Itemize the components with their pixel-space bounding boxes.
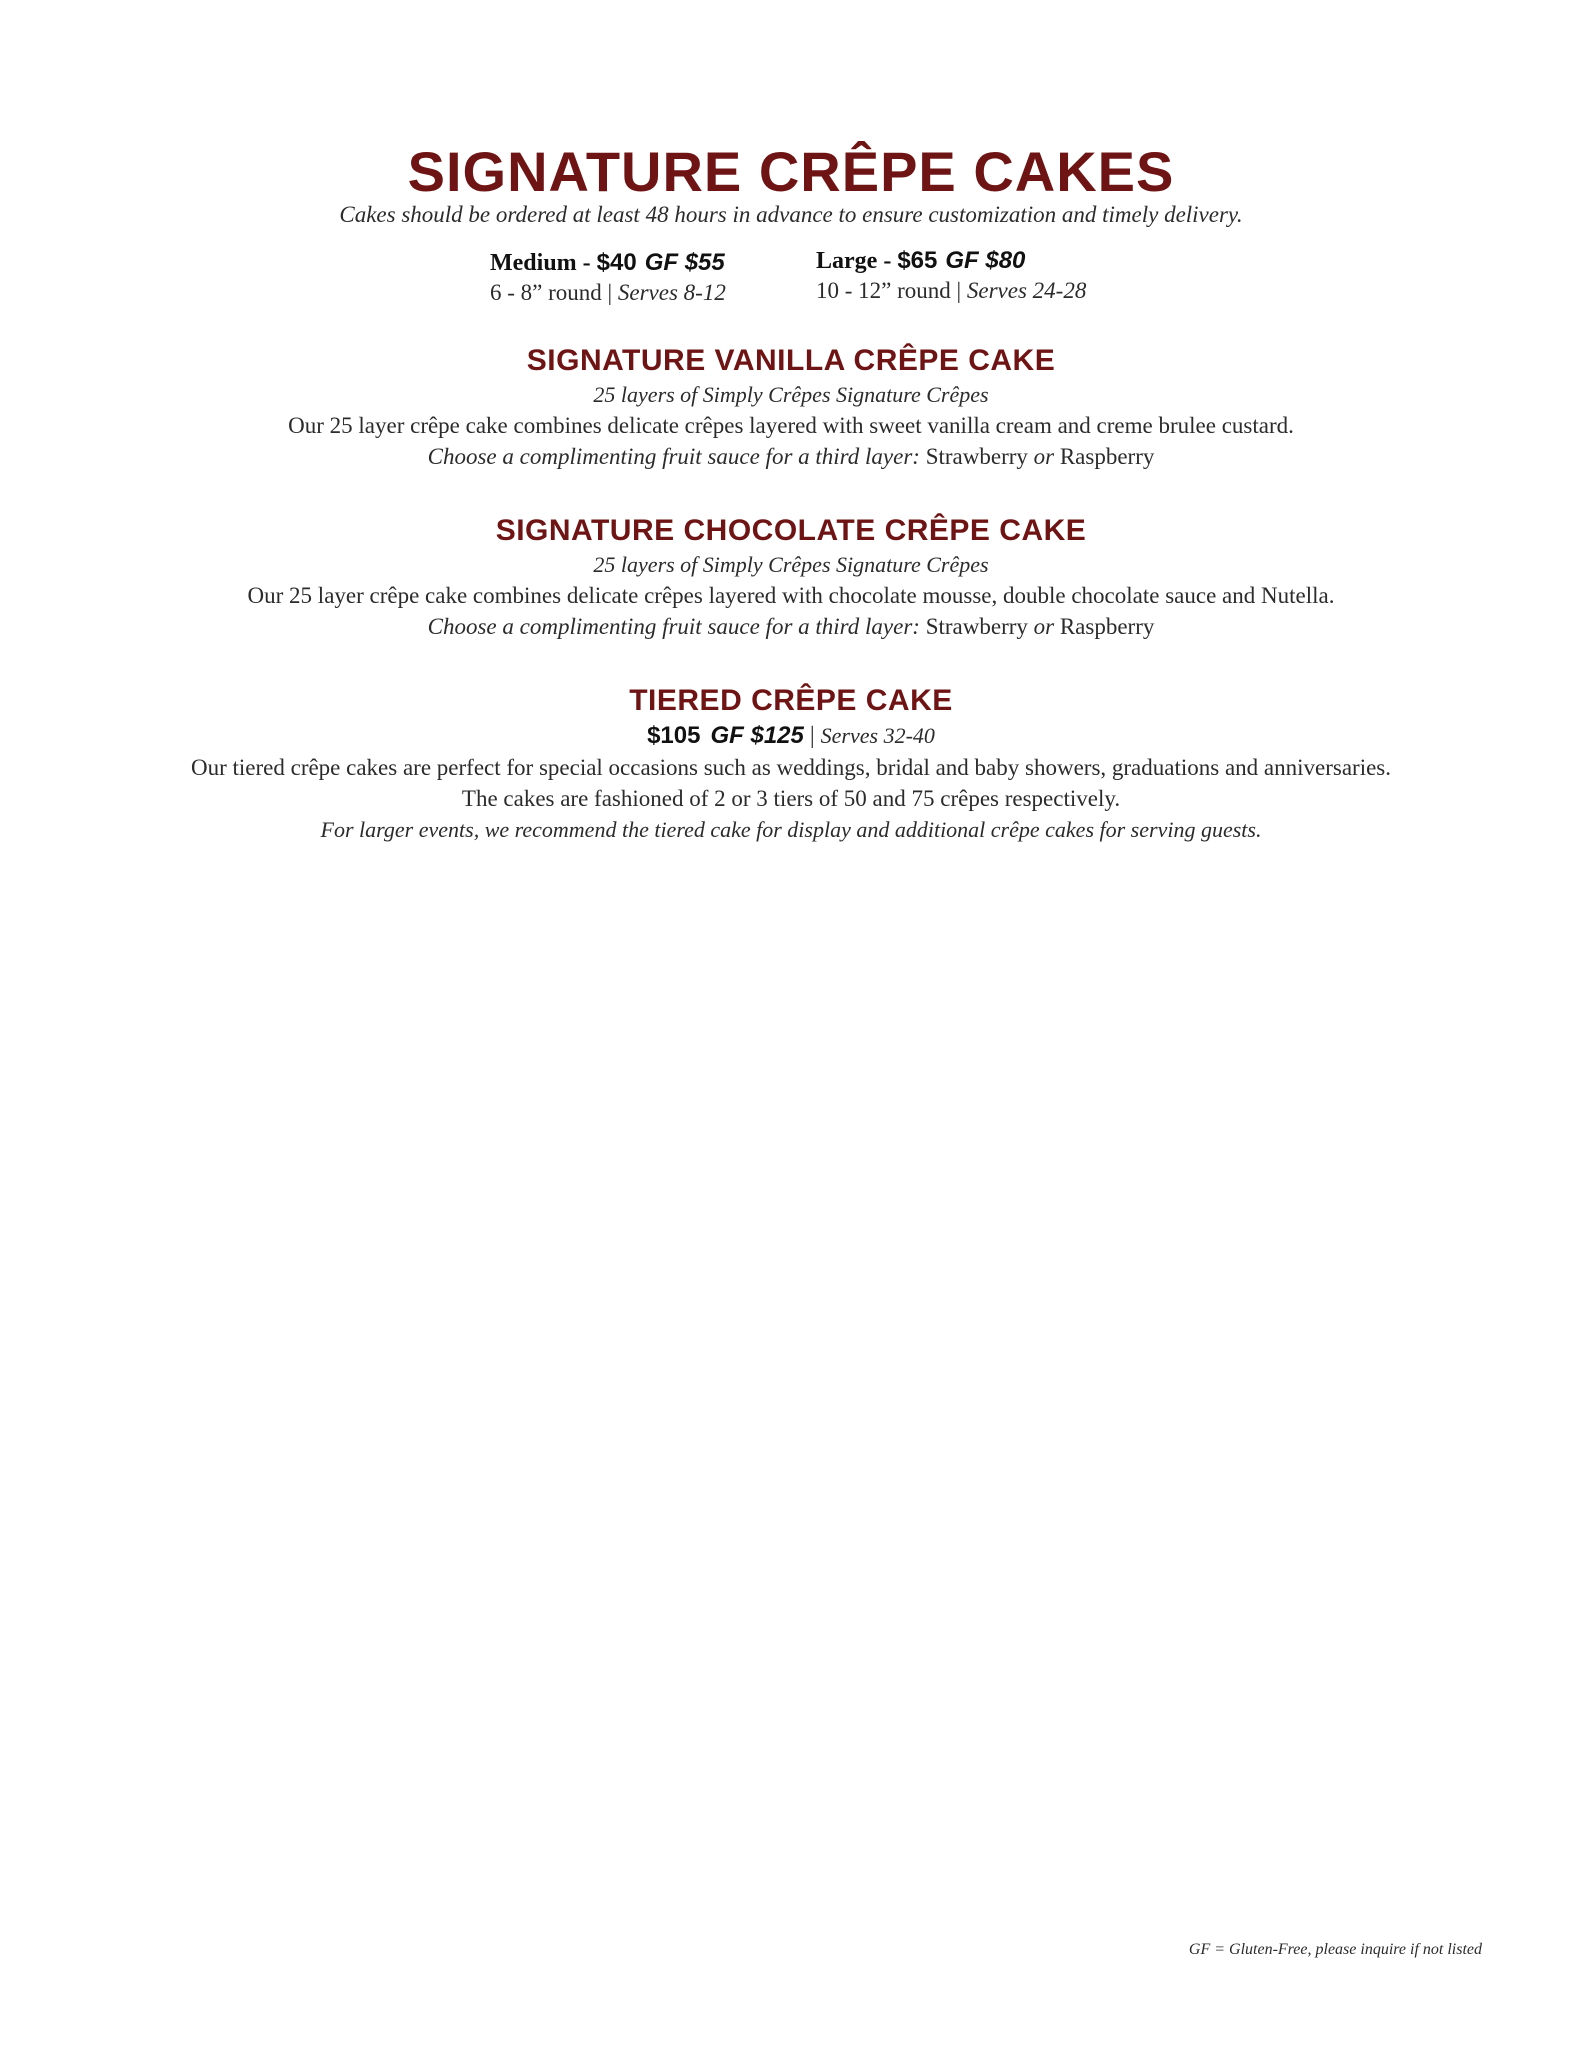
size-medium-round: 6 - 8” round: [490, 280, 602, 305]
ordering-note: Cakes should be ordered at least 48 hours in advance to ensure customization and timely delivery.: [339, 202, 1243, 227]
chocolate-sauce-choice: [0, 611, 1582, 642]
tiered-description-line2: The cakes are fashioned of 2 or 3 tiers of 50 and 75 crêpes respectively.: [461, 786, 1121, 811]
vanilla-section: [0, 342, 1582, 472]
size-large-gf-price: GF $80: [945, 247, 1026, 274]
size-large-price: $65: [897, 247, 938, 274]
page-title: SIGNATURE CRÊPE CAKES: [407, 140, 1175, 203]
vanilla-choose-prefix: Choose a complimenting fruit sauce for a third layer:: [427, 444, 920, 469]
tiered-serves: Serves 32-40: [820, 723, 935, 748]
size-medium: [490, 248, 810, 308]
chocolate-choose-prefix: Choose a complimenting fruit sauce for a third layer:: [427, 614, 920, 639]
size-medium-separator: |: [601, 280, 618, 305]
size-medium-price: $40: [596, 249, 637, 276]
tiered-section: [0, 682, 1582, 845]
chocolate-option-strawberry: Strawberry: [925, 614, 1028, 639]
tiered-description-line1: Our tiered crêpe cakes are perfect for special occasions such as weddings, bridal and baby showers, graduations and anniversaries.: [190, 755, 1391, 780]
vanilla-description: Our 25 layer crêpe cake combines delicate crêpes layered with sweet vanilla cream and creme brulee custard.: [288, 413, 1294, 438]
size-large-pricing: [816, 246, 1136, 276]
size-large-details: [816, 276, 1136, 306]
chocolate-section: [0, 512, 1582, 642]
vanilla-option-raspberry: Raspberry: [1059, 444, 1155, 469]
chocolate-option-raspberry: Raspberry: [1059, 614, 1155, 639]
size-large-serves: Serves 24-28: [966, 278, 1087, 303]
size-medium-details: [490, 278, 810, 308]
tiered-separator: |: [809, 723, 815, 749]
tiered-note: For larger events, we recommend the tiered cake for display and additional crêpe cakes for serving guests.: [320, 817, 1262, 842]
chocolate-description: Our 25 layer crêpe cake combines delicate crêpes layered with chocolate mousse, double chocolate sauce and Nutella.: [247, 583, 1335, 608]
tiered-gf-price: GF $125: [710, 722, 804, 749]
tiered-pricing: [0, 720, 1582, 752]
chocolate-layers: 25 layers of Simply Crêpes Signature Crêpes: [593, 552, 989, 577]
size-medium-gf-price: GF $55: [644, 249, 725, 276]
size-large: [816, 246, 1136, 306]
size-large-round: 10 - 12” round: [816, 278, 951, 303]
size-options: [0, 246, 1582, 316]
size-medium-pricing: [490, 248, 810, 278]
chocolate-or: or: [1033, 614, 1055, 639]
size-large-name: Large -: [816, 248, 898, 274]
tiered-title: TIERED CRÊPE CAKE: [629, 684, 953, 717]
tiered-price: $105: [647, 722, 701, 749]
vanilla-sauce-choice: [0, 441, 1582, 472]
size-medium-serves: Serves 8-12: [617, 280, 726, 305]
vanilla-option-strawberry: Strawberry: [925, 444, 1028, 469]
gluten-free-footnote: GF = Gluten-Free, please inquire if not listed: [1188, 1941, 1482, 1958]
chocolate-title: SIGNATURE CHOCOLATE CRÊPE CAKE: [495, 514, 1087, 547]
vanilla-title: SIGNATURE VANILLA CRÊPE CAKE: [526, 344, 1056, 377]
size-large-separator: |: [950, 278, 967, 303]
size-medium-name: Medium -: [490, 250, 597, 276]
vanilla-or: or: [1033, 444, 1055, 469]
vanilla-layers: 25 layers of Simply Crêpes Signature Crêpes: [593, 382, 989, 407]
